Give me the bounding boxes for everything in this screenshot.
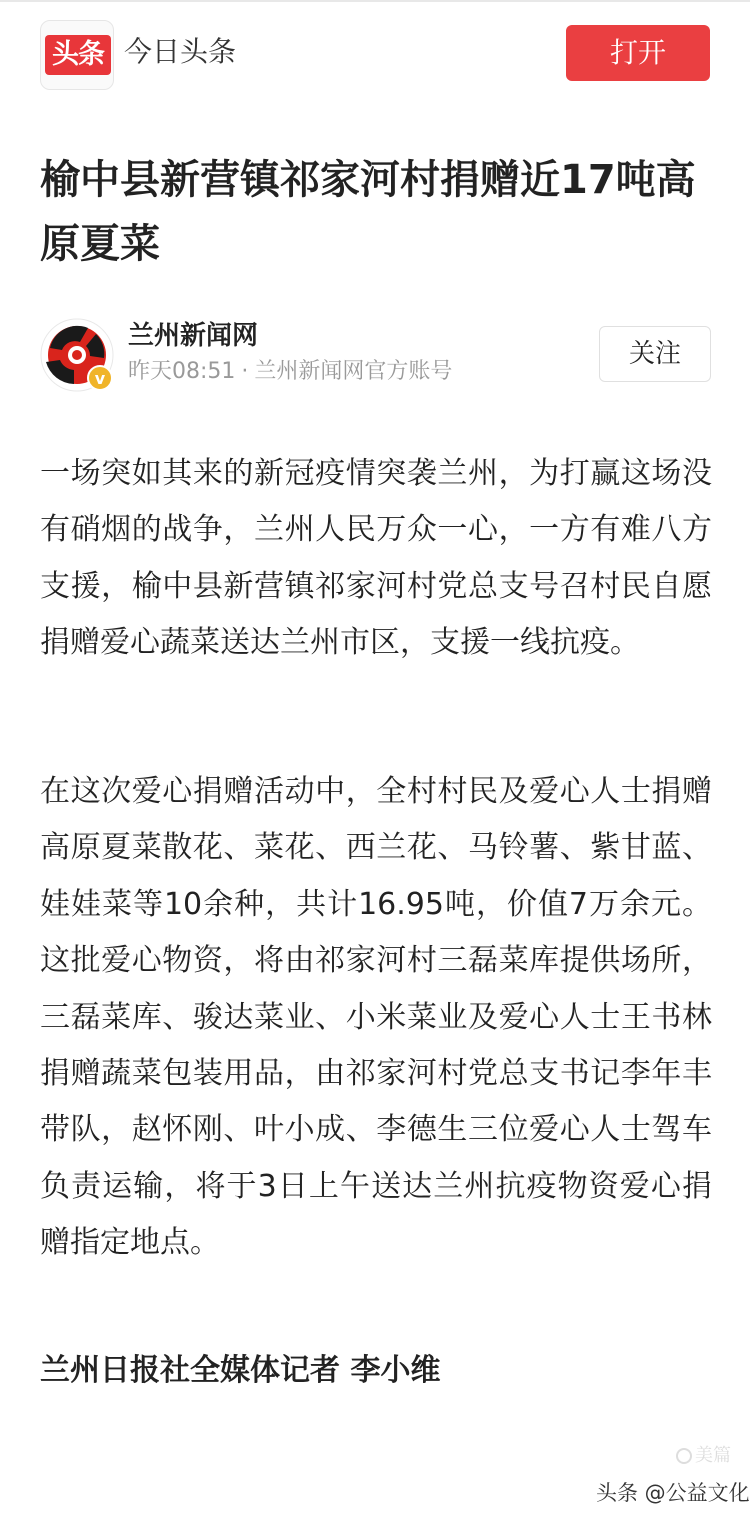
open-app-button[interactable]: 打开 — [566, 25, 710, 81]
article-paragraph-2: 在这次爱心捐赠活动中，全村村民及爱心人士捐赠高原夏菜散花、菜花、西兰花、马铃薯、紫甘蓝、娃娃菜等10余种，共计16.95吨，价值7万余元。这批爱心物资，将由祁家河村三磊菜库提供场所，三磊菜库、骏达菜业、小米菜业及爱心人士王书林捐赠蔬菜包装用品，由祁家河村党总支书记李年丰带队，赵怀刚、叶小成、李德生三位爱心人士驾车负责运输，将于3日上午送达兰州抗疫物资爱心捐赠指定地点。 — [40, 774, 712, 1261]
author-meta — [128, 356, 452, 388]
meipian-logo-icon — [676, 1448, 692, 1464]
article-paragraph-1: 一场突如其来的新冠疫情突袭兰州，为打赢这场没有硝烟的战争，兰州人民万众一心，一方有难八方支援，榆中县新营镇祁家河村党总支号召村民自愿捐赠爱心蔬菜送达兰州市区，支援一线抗疫。 — [40, 456, 712, 661]
meipian-watermark — [676, 1444, 731, 1468]
author-name[interactable]: 兰州新闻网 — [128, 321, 259, 351]
account-type: 兰州新闻网官方账号 — [254, 359, 453, 384]
meipian-watermark-text: 美篇 — [695, 1445, 731, 1466]
meta-separator: · — [241, 359, 249, 384]
toutiao-logo-icon[interactable] — [40, 20, 114, 90]
article-title: 榆中县新营镇祁家河村捐赠近17吨高原夏菜 — [40, 157, 696, 267]
author-avatar[interactable] — [40, 318, 114, 392]
verified-badge-text: v — [94, 369, 106, 388]
verified-badge-icon — [88, 366, 112, 390]
follow-button[interactable]: 关注 — [599, 326, 711, 382]
lanzhou-news-logo-icon — [40, 318, 114, 392]
app-banner — [0, 0, 750, 108]
toutiao-watermark: 头条 @公益文化 — [596, 1481, 750, 1505]
publish-time: 昨天08:51 — [128, 359, 236, 384]
app-icon-label: 头条 — [45, 35, 111, 75]
article-byline: 兰州日报社全媒体记者 李小维 — [40, 1353, 441, 1388]
app-name: 今日头条 — [124, 35, 237, 68]
